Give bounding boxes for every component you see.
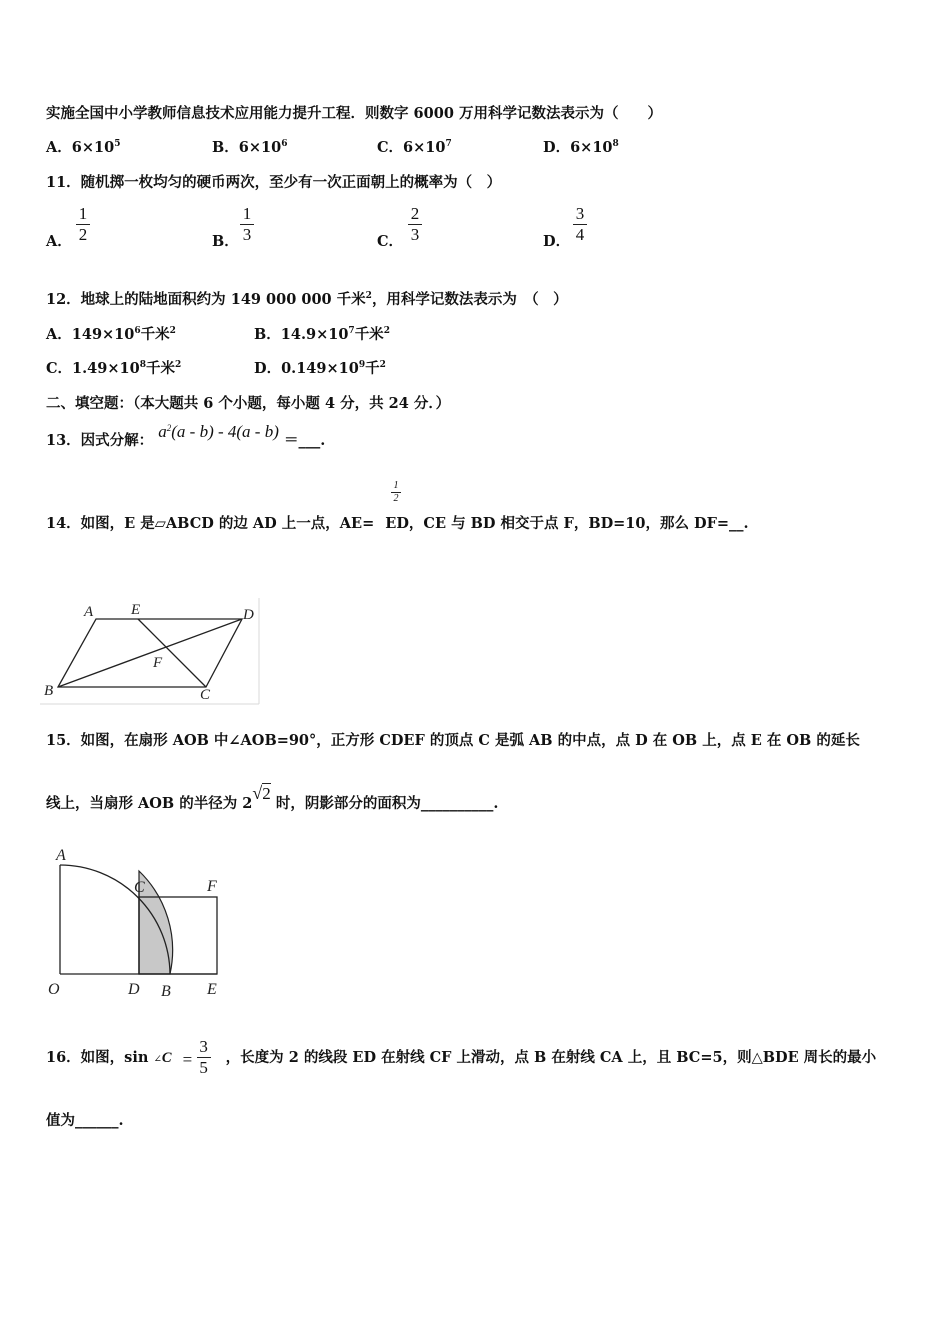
q11-stem: 11．随机掷一枚均匀的硬币两次，至少有一次正面朝上的概率为（ ） (46, 174, 502, 191)
label-o: O (48, 981, 60, 998)
label-b: B (44, 683, 54, 699)
q12-option-d: D．$0.149\times 10^9$千$^2$ (254, 360, 386, 377)
q12-option-b: B．$14.9\times 10^7$千米$^2$ (254, 326, 390, 343)
q15-line2: 线上，当扇形 AOB 的半径为 2√2 时，阴影部分的面积为__________. (46, 783, 499, 812)
q14-figure-parallelogram (40, 598, 270, 708)
label-a: A (84, 604, 94, 620)
q16-line1: 16．如图，sin ∠C = 3 5 ，长度为 2 的线段 ED 在射线 CF 上滑动，点 B 在射线 CA 上，且 BC=5，则△BDE 周长的最小 (46, 1037, 877, 1077)
q10-option-c: C．$6\times 10^7$ (377, 139, 452, 156)
q10-option-a: A．$6\times 10^5$ (46, 139, 121, 156)
q16-line2: 值为______. (46, 1112, 124, 1129)
q10-option-b: B．$6\times 10^6$ (212, 139, 288, 156)
q15-figure-sector (44, 842, 234, 1002)
q11-option-b-fraction: 1 3 (240, 205, 254, 244)
q11-option-d-label: D． (543, 233, 571, 250)
segment-bd (58, 619, 242, 687)
label-c: C (200, 687, 211, 703)
q12-option-a: A．$149\times 10^6$千米$^2$ (46, 326, 176, 343)
q11-option-c-label: C． (377, 233, 404, 250)
q12-option-c: C．$1.49\times 10^8$千米$^2$ (46, 360, 182, 377)
label-e: E (131, 602, 141, 618)
q11-option-a-label: A． (46, 233, 72, 250)
q10-stem: 实施全国中小学教师信息技术应用能力提升工程．则数字 6000 万用科学记数法表示为（ ） (46, 105, 662, 122)
label-b: B (161, 983, 171, 1000)
q10-option-d: D．$6\times 10^8$ (543, 139, 619, 156)
q13-expression: $a^2(a - b) - 4(a - b)$ (158, 422, 279, 441)
label-d: D (243, 607, 254, 623)
sqrt-symbol: √2 (252, 783, 271, 803)
label-c: C (134, 879, 145, 896)
label-f: F (207, 878, 217, 895)
q11-option-a-fraction: 1 2 (76, 205, 90, 244)
q16-fraction: 3 5 (197, 1038, 211, 1077)
label-e: E (207, 981, 217, 998)
q11-option-d-fraction: 3 4 (573, 205, 587, 244)
q12-stem: 12．地球上的陆地面积约为 149 000 000 千米$^2$，用科学记数法表示为 （ ） (46, 291, 568, 308)
label-a: A (56, 847, 66, 864)
q15-line1: 15．如图，在扇形 AOB 中∠AOB=90°，正方形 CDEF 的顶点 C 是弧 AB 的中点，点 D 在 OB 上，点 E 在 OB 的延长 (46, 732, 860, 749)
label-f: F (153, 655, 163, 671)
q14-fraction: 1 2 (391, 481, 401, 504)
section-heading-fill-in: 二、填空题：（本大题共 6 个小题，每小题 4 分，共 24 分．） (46, 395, 451, 412)
q13: 13．因式分解： $a^2(a - b) - 4(a - b)$ ＝___. (46, 422, 326, 449)
q11-option-c-fraction: 2 3 (408, 205, 422, 244)
label-d: D (128, 981, 140, 998)
q11-option-b-label: B． (212, 233, 239, 250)
q14-text: 14．如图，E 是▱ABCD 的边 AD 上一点，AE= ED，CE 与 BD 相交于点 F，BD=10，那么 DF=__. (46, 515, 749, 532)
